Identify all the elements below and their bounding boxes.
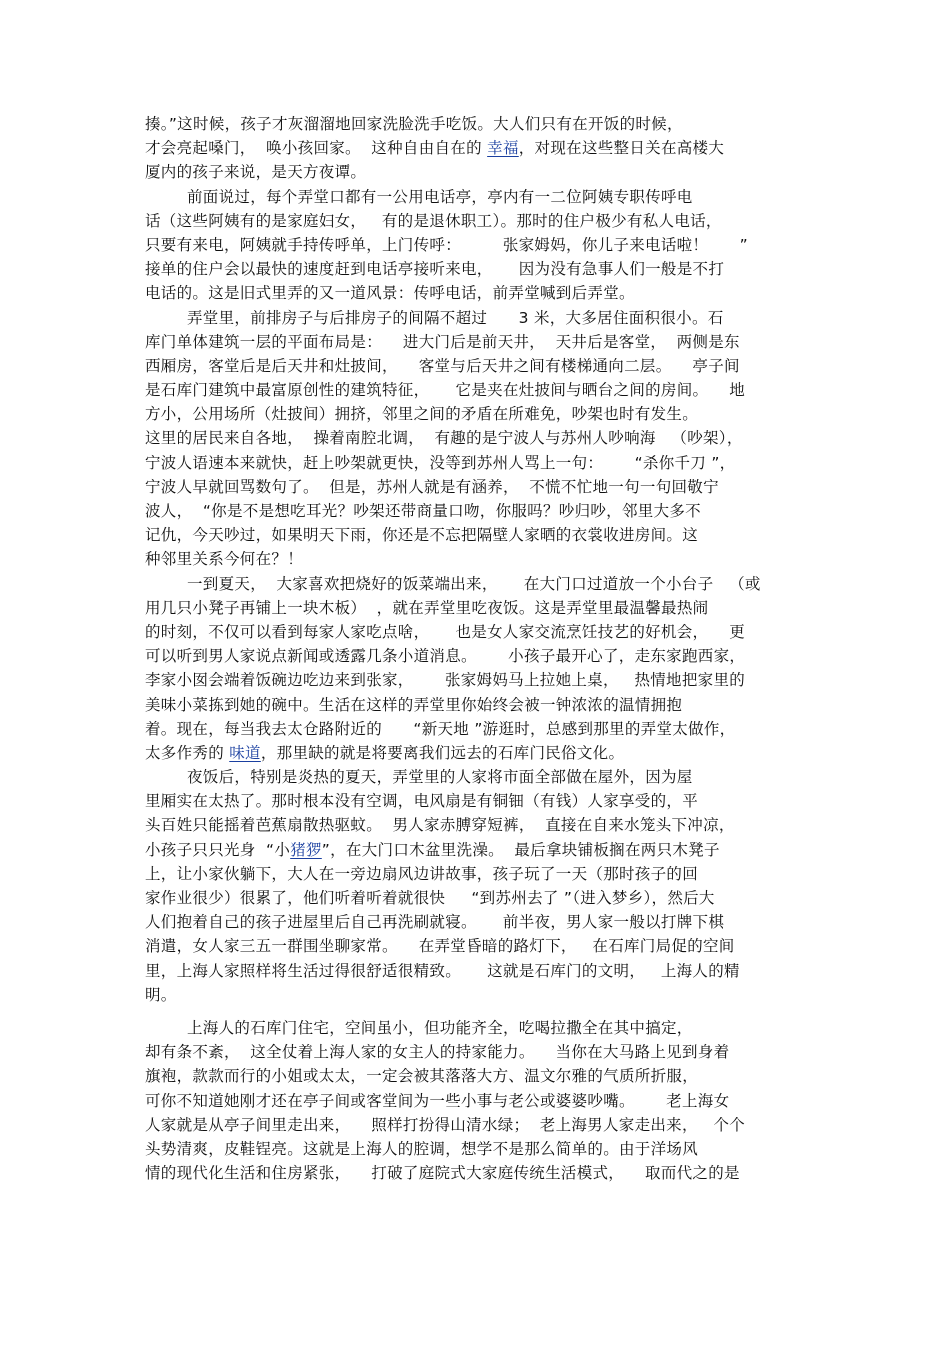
text-line: [145, 838, 810, 862]
text-line: [145, 596, 810, 620]
text-segment: 前面说过，每个弄堂口都有一公用电话亭，亭内有一二位阿姨专职传呼电: [187, 187, 693, 206]
text-line: [145, 354, 810, 378]
text-segment: 是石库门建筑中最富原创性的建筑特征， 它是夹在灶披间与晒台之间的房间。 地: [145, 381, 746, 400]
text-line: [145, 160, 810, 184]
text-line: [145, 1089, 810, 1113]
text-line: [145, 257, 810, 281]
text-segment: 厦内的孩子来说，是天方夜谭。: [145, 163, 367, 182]
text-segment: 用几只小凳子再铺上一块木板） ，就在弄堂里吃夜饭。这是弄堂里最温馨最热闹: [145, 598, 709, 617]
text-segment: 着。现在，每当我去太仓路附近的 “新天地 ”游逛时，总感到那里的弄堂太做作，: [145, 719, 736, 738]
text-segment: 波人， “你是不是想吃耳光？吵架还带商量口吻，你服吗？吵归吵，邻里大多不: [145, 502, 701, 520]
text-segment: 里，上海人家照样将生活过得很舒适很精致。 这就是石库门的文明， 上海人的精: [145, 961, 740, 980]
text-line: [145, 330, 810, 354]
text-segment: 头百姓只能摇着芭蕉扇散热驱蚊。 男人家赤膊穿短裤， 直接在自来水笼头下冲凉，: [145, 816, 735, 835]
paragraph: [145, 572, 810, 766]
text-line: [145, 886, 810, 910]
text-segment: 人们抱着自己的孩子进屋里后自己再洗刷就寝。 前半夜，男人家一般以打牌下棋: [145, 913, 725, 932]
text-line: [145, 233, 810, 257]
text-segment: 里厢实在太热了。那时根本没有空调，电风扇是有铜钿（有钱）人家享受的，平: [145, 792, 699, 811]
text-line: [145, 959, 810, 983]
text-segment: 库门单体建筑一层的平面布局是： 进大门后是前天井， 天井后是客堂， 两侧是东: [145, 332, 740, 351]
keyword-link[interactable]: 猪猡: [290, 840, 322, 859]
text-line: [145, 910, 810, 934]
text-line: [145, 1064, 810, 1088]
text-line: [145, 934, 810, 958]
text-segment: 只要有来电，阿姨就手持传呼单，上门传呼： 张家姆妈，你儿子来电话啦！ ”: [145, 235, 748, 254]
text-line: [145, 862, 810, 886]
text-segment: 西厢房，客堂后是后天井和灶披间， 客堂与后天井之间有楼梯通向二层。 亭子间: [145, 356, 740, 375]
text-segment: 记仇，今天吵过，如果明天下雨，你还是不忘把隔壁人家晒的衣裳收进房间。这: [145, 526, 699, 545]
text-segment: 太多作秀的: [145, 743, 230, 762]
text-line: [145, 1016, 810, 1040]
text-segment: ，对现在这些整日关在高楼大: [518, 139, 725, 158]
text-segment: 上海人的石库门住宅，空间虽小，但功能齐全，吃喝拉撒全在其中搞定，: [187, 1018, 693, 1037]
paragraph: [145, 306, 810, 572]
text-line: [145, 402, 810, 426]
text-segment: 上，让小家伙躺下，大人在一旁边扇风边讲故事，孩子玩了一天（那时孩子的回: [145, 864, 699, 883]
text-line: [145, 426, 810, 450]
text-line: [145, 281, 810, 305]
text-segment: 弄堂里，前排房子与后排房子的间隔不超过 3 米，大多居住面积很小。石: [187, 308, 724, 327]
text-line: [145, 789, 810, 813]
text-line: [145, 209, 810, 233]
text-line: [145, 475, 810, 499]
text-segment: 人家就是从亭子间里走出来， 照样打扮得山清水绿； 老上海男人家走出来， 个个: [145, 1115, 746, 1134]
paragraph-gap: [145, 1007, 810, 1016]
text-line: [145, 547, 810, 571]
text-segment: 电话的。这是旧式里弄的又一道风景：传呼电话，前弄堂喊到后弄堂。: [145, 284, 635, 303]
keyword-link[interactable]: 味道: [229, 743, 261, 762]
paragraph: [145, 765, 810, 1007]
text-segment: 接单的住户会以最快的速度赶到电话亭接听来电， 因为没有急事人们一般是不打: [145, 260, 725, 279]
text-segment: 小孩子只只光身 “小: [145, 840, 291, 859]
text-line: [145, 1137, 810, 1161]
text-segment: ”，在大门口木盆里洗澡。 最后拿块铺板搁在两只木凳子: [321, 840, 720, 859]
text-line: [145, 112, 810, 136]
text-line: [145, 620, 810, 644]
text-line: [145, 741, 810, 765]
text-segment: 宁波人早就回骂数句了。 但是，苏州人就是有涵养， 不慌不忙地一句一句回敬宁: [145, 477, 719, 496]
text-line: [145, 523, 810, 547]
text-line: [145, 983, 810, 1007]
text-segment: 情的现代化生活和住房紧张， 打破了庭院式大家庭传统生活模式， 取而代之的是: [145, 1164, 740, 1183]
text-segment: 旗袍，款款而行的小姐或太太，一定会被其落落大方、温文尔雅的气质所折服，: [145, 1067, 699, 1086]
text-segment: 美味小菜拣到她的碗中。生活在这样的弄堂里你始终会被一钟浓浓的温情拥抱: [145, 695, 683, 714]
text-line: [145, 668, 810, 692]
text-segment: 却有条不紊， 这全仗着上海人家的女主人的持家能力。 当你在大马路上见到身着: [145, 1043, 730, 1062]
text-line: [145, 306, 810, 330]
text-segment: 夜饭后，特别是炎热的夏天，弄堂里的人家将市面全部做在屋外，因为屋: [187, 768, 693, 787]
text-segment: 方小，公用场所（灶披间）拥挤，邻里之间的矛盾在所难免，吵架也时有发生。: [145, 405, 699, 424]
text-line: [145, 717, 810, 741]
text-segment: 李家小囡会端着饭碗边吃边来到张家， 张家姆妈马上拉她上桌， 热情地把家里的: [145, 671, 746, 690]
text-segment: ，那里缺的就是将要离我们远去的石库门民俗文化。: [260, 743, 625, 762]
text-line: [145, 693, 810, 717]
text-line: [145, 185, 810, 209]
text-segment: 可你不知道她刚才还在亭子间或客堂间为一些小事与老公或婆婆吵嘴。 老上海女: [145, 1091, 730, 1110]
text-line: [145, 451, 810, 475]
text-segment: 的时刻，不仅可以看到每家人家吃点啥， 也是女人家交流烹饪技艺的好机会， 更: [145, 622, 746, 641]
text-line: [145, 572, 810, 596]
text-line: [145, 1040, 810, 1064]
keyword-link[interactable]: 幸福: [487, 139, 519, 158]
text-segment: 揍。”这时候，孩子才灰溜溜地回家洗脸洗手吃饭。大人们只有在开饭的时候，: [145, 115, 683, 133]
text-line: [145, 1161, 810, 1185]
paragraph: [145, 1016, 810, 1185]
paragraph: [145, 112, 810, 185]
text-line: [145, 499, 810, 523]
text-segment: 宁波人语速本来就快，赶上吵架就更快，没等到苏州人骂上一句： “杀你千刀 ”，: [145, 453, 736, 472]
text-line: [145, 765, 810, 789]
text-segment: 才会亮起嗓门， 唤小孩回家。 这种自由自在的: [145, 139, 488, 158]
document-body: [145, 112, 810, 1185]
text-line: [145, 644, 810, 668]
text-segment: 这里的居民来自各地， 操着南腔北调， 有趣的是宁波人与苏州人吵响海 （吵架），: [145, 429, 743, 448]
text-line: [145, 378, 810, 402]
text-segment: 明。: [145, 985, 177, 1004]
paragraph: [145, 185, 810, 306]
text-segment: 消遣，女人家三五一群围坐聊家常。 在弄堂昏暗的路灯下， 在石库门局促的空间: [145, 937, 735, 956]
text-line: [145, 1113, 810, 1137]
text-line: [145, 813, 810, 837]
text-segment: 种邻里关系今何在？！: [145, 550, 304, 569]
text-line: [145, 136, 810, 160]
text-segment: 家作业很少）很累了，他们听着听着就很快 “到苏州去了 ”（进入梦乡），然后大: [145, 889, 715, 907]
text-segment: 可以听到男人家说点新闻或透露几条小道消息。 小孩子最开心了，走东家跑西家，: [145, 647, 746, 666]
text-segment: 一到夏天， 大家喜欢把烧好的饭菜端出来， 在大门口过道放一个小台子 （或: [187, 574, 761, 593]
text-segment: 头势清爽，皮鞋锃亮。这就是上海人的腔调，想学不是那么简单的。由于洋场风: [145, 1139, 699, 1158]
text-segment: 话（这些阿姨有的是家庭妇女， 有的是退休职工）。那时的住户极少有私人电话，: [145, 211, 722, 230]
